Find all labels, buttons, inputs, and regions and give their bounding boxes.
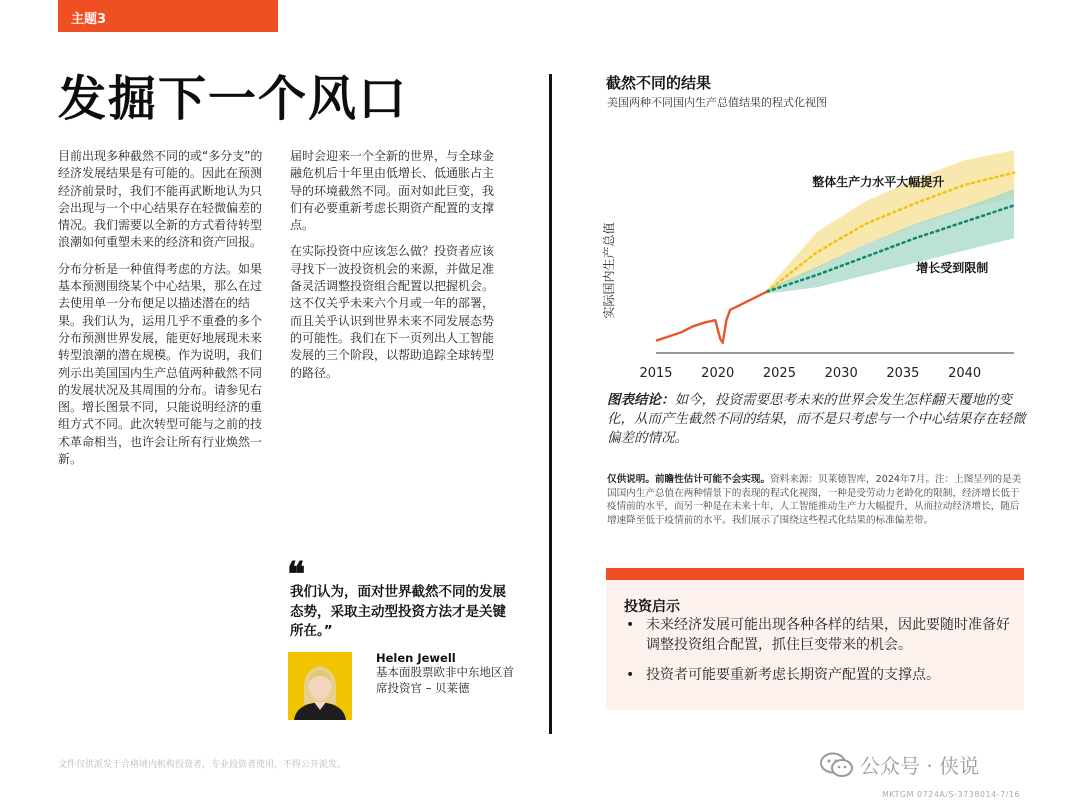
invest-title: 投资启示 [624,599,680,615]
bullet-icon: • [626,667,635,683]
watermark-text: 公众号 · 侠说 [860,754,980,778]
y-axis-label: 实际国内生产总值 [602,222,616,319]
list-item-text: 投资者可能要重新考虑长期资产配置的支撑点。 [646,667,940,683]
paragraph: 分布分析是一种值得考虑的方法。如果基本预测围绕某个中心结果，那么在过去使用单一分布便足以描述潜在的结果。我们认为，运用几乎不重叠的多个分布预测世界发展，能更好地展现未来转型浪潮的潜在规模。作为说明，我们列示出美国国内生产总值两种截然不同的发展状况及其周围的分布。请参见右图。增长图景不同，只能说明经济的重组方式不同。此次转型可能与之前的技术革命相当，也许会让所有行业焕然一新。 [58,261,263,467]
gdp-chart [594,148,1024,383]
document-code: MKTGM 0724A/S-3738014-7/16 [882,790,1021,799]
chart-subtitle: 美国两种不同国内生产总值结果的程式化视图 [607,96,827,109]
investment-implications-box [606,568,1024,710]
conclusion-label: 图表结论： [607,392,675,408]
column-divider [549,74,552,734]
chart-title: 截然不同的结果 [606,74,712,92]
x-tick-label: 2015 [639,366,673,381]
left-column [58,148,270,477]
annotation-constrained-growth: 增长受到限制 [916,261,989,275]
accent-bar [606,568,1024,580]
x-tick-label: 2020 [701,366,735,381]
author-role: 基本面股票欧非中东地区首席投资官 – 贝莱德 [376,665,514,695]
list-item-text: 未来经济发展可能出现各种各样的结果，因此要随时准备好调整投资组合配置，抓住巨变带来的机会。 [646,617,1010,653]
x-tick-label: 2035 [886,366,920,381]
note-disclaimer: 仅供说明。前瞻性估计可能不会实现。 [607,474,771,485]
chart-note [607,473,1027,527]
paragraph: 在实际投资中应该怎么做？投资者应该寻找下一波投资机会的来源，并做足准备灵活调整投资组合配置以把握机会。这不仅关乎未来六个月或一年的部署，而且关乎认识到世界未来不同发展态势的可能性。我们在下一页列出人工智能发展的三个阶段，以帮助追踪全球转型的路径。 [290,244,495,380]
quote-mark-icon: ❝ [287,555,306,595]
list-item [624,665,1016,685]
x-tick-label: 2040 [948,366,982,381]
footer-disclaimer: 文件仅供派发于合格境内机构投资者，专业投资者使用，不得公开派发。 [58,760,347,770]
paragraph: 目前出现多种截然不同的或“多分支”的经济发展结果是有可能的。因此在预测经济前景时，我们不能再武断地认为只会出现与一个中心结果存在轻微偏差的情况。我们需要以全新的方式看待转型浪潮如何重塑未来的经济和资产回报。 [58,149,263,250]
topic-tab: 主题3 [58,0,278,32]
chart-conclusion [607,391,1027,448]
x-tick-label: 2025 [762,366,796,381]
invest-list [624,615,1016,695]
pull-quote: 我们认为，面对世界截然不同的发展态势，采取主动型投资方法才是关键所在。” [290,584,506,639]
x-tick-label: 2030 [824,366,858,381]
page-title: 发掘下一个风口 [58,71,409,127]
middle-column [290,148,502,391]
conclusion-text: 如今，投资需要思考未来的世界会发生怎样翻天覆地的变化，从而产生截然不同的结果，而不是只考虑与一个中心结果存在轻微偏差的情况。 [607,392,1026,446]
author-name: Helen Jewell [376,651,456,665]
bullet-icon: • [626,617,635,633]
watermark [820,750,979,779]
historical-gdp-line [656,292,767,343]
paragraph: 届时会迎来一个全新的世界，与全球金融危机后十年里由低增长、低通胀占主导的环境截然不同。面对如此巨变，我们有必要重新考虑长期资产配置的支撑点。 [290,149,495,233]
list-item [624,615,1016,655]
author-photo [288,652,352,720]
annotation-high-growth: 整体生产力水平大幅提升 [812,175,945,189]
wechat-icon [820,752,854,778]
note-text: 资料来源：贝莱德智库，2024年7月。注：上图呈列的是美国国内生产总值在两种情景下的表现的程式化视图，一种是受劳动力老龄化的限制，经济增长低于疫情前的水平，而另一种是在未来十年，人工智能推动生产力大幅提升，从而拉动经济增长，随后增速降至低于疫情前的水平。我们展示了围绕这些程式化结果的标准偏差带。 [607,474,1022,526]
